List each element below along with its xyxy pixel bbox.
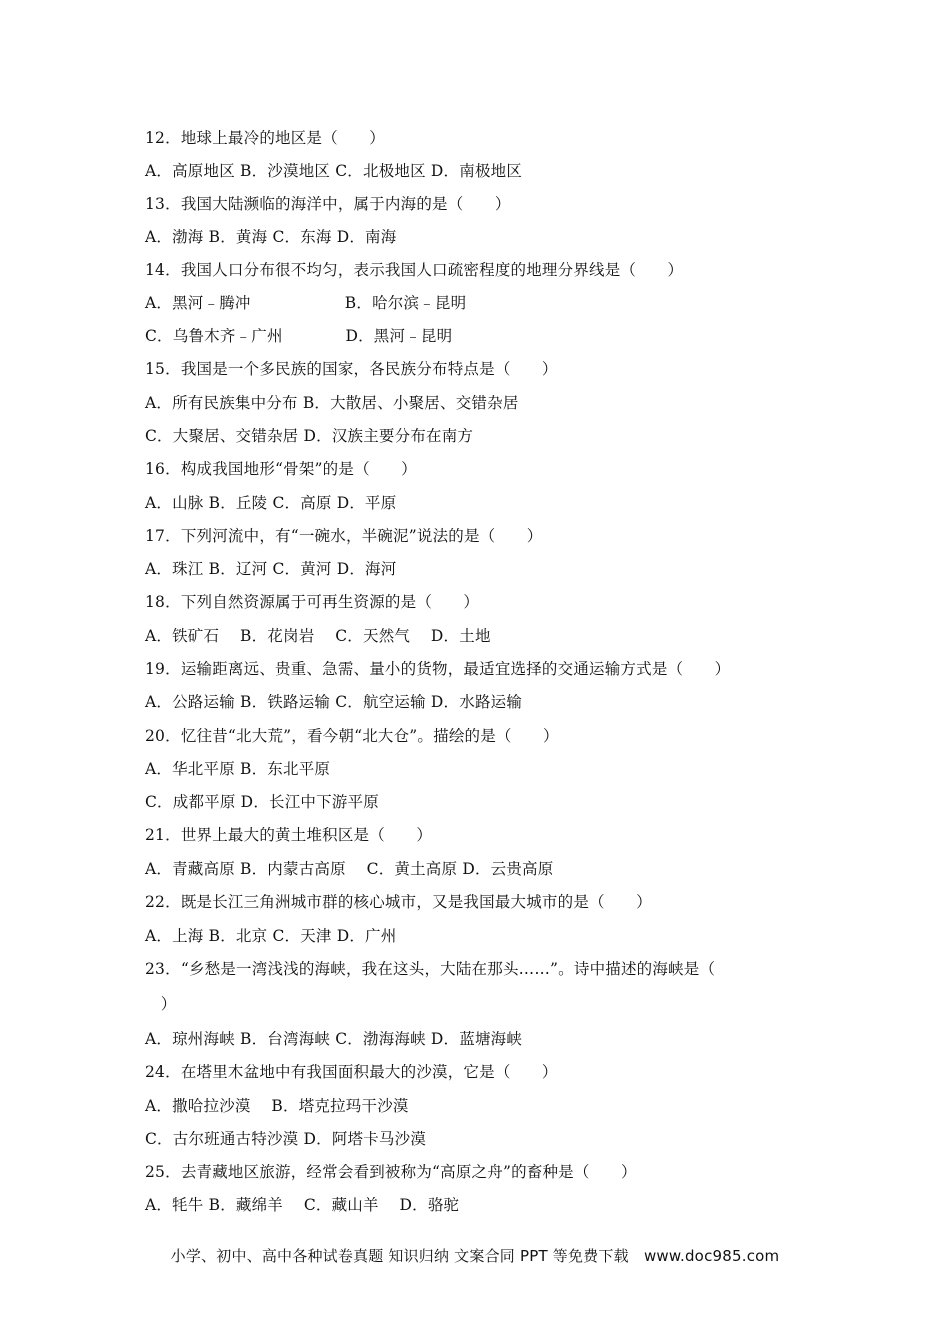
- options-20-row2: C．成都平原 D．长江中下游平原: [145, 793, 379, 811]
- question-23-continuation: ）: [145, 995, 177, 1013]
- options-25: A．牦牛 B．藏绵羊 C．藏山羊 D．骆驼: [145, 1196, 460, 1214]
- question-23: 23．“乡愁是一湾浅浅的海峡，我在这头，大陆在那头……”。诗中描述的海峡是（: [145, 960, 716, 978]
- question-21: 21．世界上最大的黄土堆积区是（ ）: [145, 826, 433, 844]
- footer-watermark: 小学、初中、高中各种试卷真题 知识归纳 文案合同 PPT 等免费下载 www.doc985.com: [170, 1247, 780, 1265]
- options-14-row1: A．黑河﹣腾冲 B．哈尔滨﹣昆明: [145, 294, 467, 312]
- options-23: A．琼州海峡 B．台湾海峡 C．渤海海峡 D．蓝塘海峡: [145, 1030, 523, 1048]
- options-24-row2: C．古尔班通古特沙漠 D．阿塔卡马沙漠: [145, 1130, 427, 1148]
- question-20: 20．忆往昔“北大荒”，看今朝“北大仓”。描绘的是（ ）: [145, 727, 559, 745]
- options-19: A．公路运输 B．铁路运输 C．航空运输 D．水路运输: [145, 693, 523, 711]
- options-13: A．渤海 B．黄海 C．东海 D．南海: [145, 228, 397, 246]
- question-19: 19．运输距离远、贵重、急需、量小的货物，最适宜选择的交通运输方式是（ ）: [145, 660, 731, 678]
- options-22: A．上海 B．北京 C．天津 D．广州: [145, 927, 397, 945]
- question-12: 12．地球上最冷的地区是（ ）: [145, 129, 385, 147]
- options-20-row1: A．华北平原 B．东北平原: [145, 760, 331, 778]
- question-15: 15．我国是一个多民族的国家，各民族分布特点是（ ）: [145, 360, 558, 378]
- question-24: 24．在塔里木盆地中有我国面积最大的沙漠，它是（ ）: [145, 1063, 558, 1081]
- options-18: A．铁矿石 B．花岗岩 C．天然气 D．土地: [145, 627, 491, 645]
- question-25: 25．去青藏地区旅游，经常会看到被称为“高原之舟”的畜种是（ ）: [145, 1163, 637, 1181]
- question-16: 16．构成我国地形“骨架”的是（ ）: [145, 460, 417, 478]
- question-17: 17．下列河流中，有“一碗水，半碗泥”说法的是（ ）: [145, 527, 543, 545]
- question-13: 13．我国大陆濒临的海洋中，属于内海的是（ ）: [145, 195, 511, 213]
- options-15-row2: C．大聚居、交错杂居 D．汉族主要分布在南方: [145, 427, 474, 445]
- options-15-row1: A．所有民族集中分布 B．大散居、小聚居、交错杂居: [145, 394, 519, 412]
- options-12: A．高原地区 B．沙漠地区 C．北极地区 D．南极地区: [145, 162, 523, 180]
- options-17: A．珠江 B．辽河 C．黄河 D．海河: [145, 560, 397, 578]
- question-14: 14．我国人口分布很不均匀，表示我国人口疏密程度的地理分界线是（ ）: [145, 261, 684, 279]
- options-24-row1: A．撒哈拉沙漠 B．塔克拉玛干沙漠: [145, 1097, 409, 1115]
- options-14-row2: C．乌鲁木齐﹣广州 D．黑河﹣昆明: [145, 327, 453, 345]
- options-16: A．山脉 B．丘陵 C．高原 D．平原: [145, 494, 397, 512]
- question-22: 22．既是长江三角洲城市群的核心城市，又是我国最大城市的是（ ）: [145, 893, 652, 911]
- options-21: A．青藏高原 B．内蒙古高原 C．黄土高原 D．云贵高原: [145, 860, 554, 878]
- question-18: 18．下列自然资源属于可再生资源的是（ ）: [145, 593, 480, 611]
